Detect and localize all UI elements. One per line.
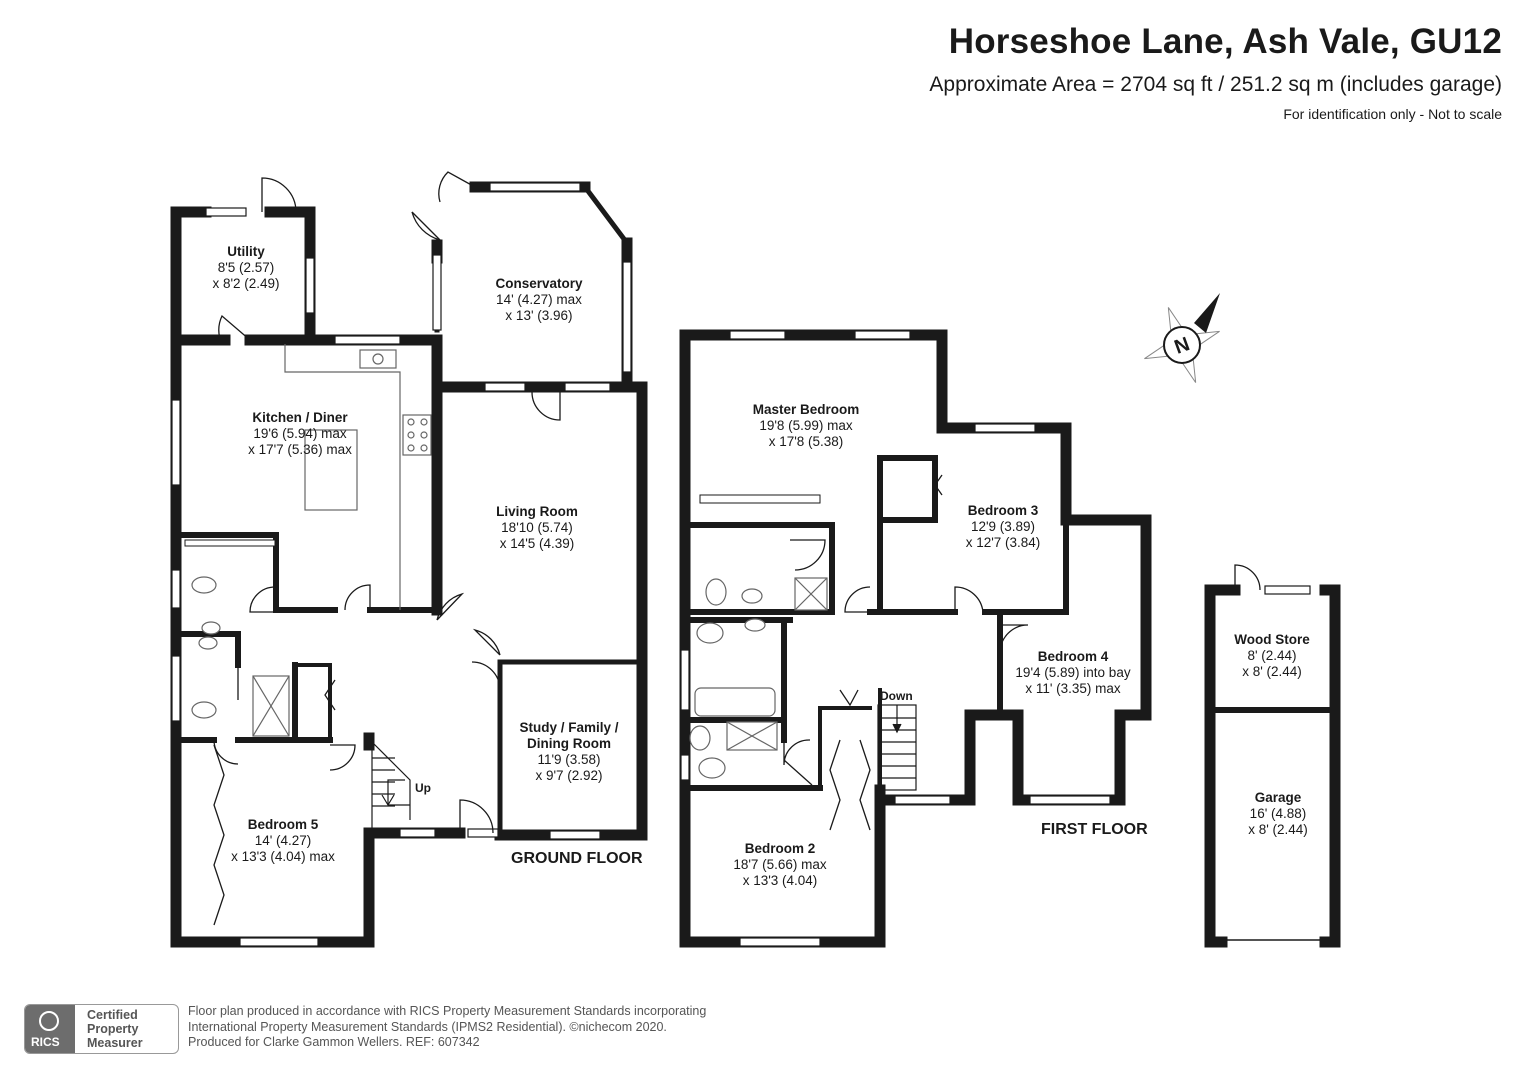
compass-letter: N	[1171, 333, 1193, 359]
rics-certification-text: Certified Property Measurer	[87, 1008, 143, 1050]
room-label-conservatory: Conservatory 14' (4.27) max x 13' (3.96)	[495, 276, 583, 323]
room-label-utility: Utility 8'5 (2.57) x 8'2 (2.49)	[212, 244, 280, 291]
first-floor-label: FIRST FLOOR	[1041, 821, 1148, 838]
page-title: Horseshoe Lane, Ash Vale, GU12	[948, 22, 1502, 61]
room-label-master-bedroom: Master Bedroom 19'8 (5.99) max x 17'8 (5.38)	[752, 402, 860, 449]
rics-badge	[24, 1004, 179, 1054]
room-label-bedroom-2: Bedroom 2 18'7 (5.66) max x 13'3 (4.04)	[733, 841, 827, 888]
footer-text: Floor plan produced in accordance with RICS Property Measurement Standards incorporating International Property Measurement Standards (IPMS2 Residential). ©nichecom 2020. Produced for Clarke Gammon Wellers. REF: 607342	[188, 1004, 707, 1049]
room-label-wood-store: Wood Store 8' (2.44) x 8' (2.44)	[1234, 632, 1310, 679]
room-label-kitchen-diner: Kitchen / Diner 19'6 (5.94) max x 17'7 (5.36) max	[248, 410, 352, 457]
room-label-bedroom-4: Bedroom 4 19'4 (5.89) into bay x 11' (3.35) max	[1015, 649, 1131, 696]
room-label-bedroom-5: Bedroom 5 14' (4.27) x 13'3 (4.04) max	[231, 817, 335, 864]
ground-floor-label: GROUND FLOOR	[511, 850, 643, 867]
room-label-study: Study / Family / Dining Room 11'9 (3.58) x 9'7 (2.92)	[519, 720, 619, 783]
scale-note: For identification only - Not to scale	[1283, 106, 1502, 122]
rics-logo: RICS	[25, 1005, 75, 1053]
stairs-down-label: Down	[880, 689, 913, 703]
stairs-up-label: Up	[415, 781, 431, 795]
area-summary: Approximate Area = 2704 sq ft / 251.2 sq m (includes garage)	[929, 73, 1502, 96]
room-label-living-room: Living Room 18'10 (5.74) x 14'5 (4.39)	[496, 504, 578, 551]
room-label-garage: Garage 16' (4.88) x 8' (2.44)	[1248, 790, 1308, 837]
kitchen-units	[285, 344, 431, 610]
room-label-bedroom-3: Bedroom 3 12'9 (3.89) x 12'7 (3.84)	[965, 503, 1041, 550]
